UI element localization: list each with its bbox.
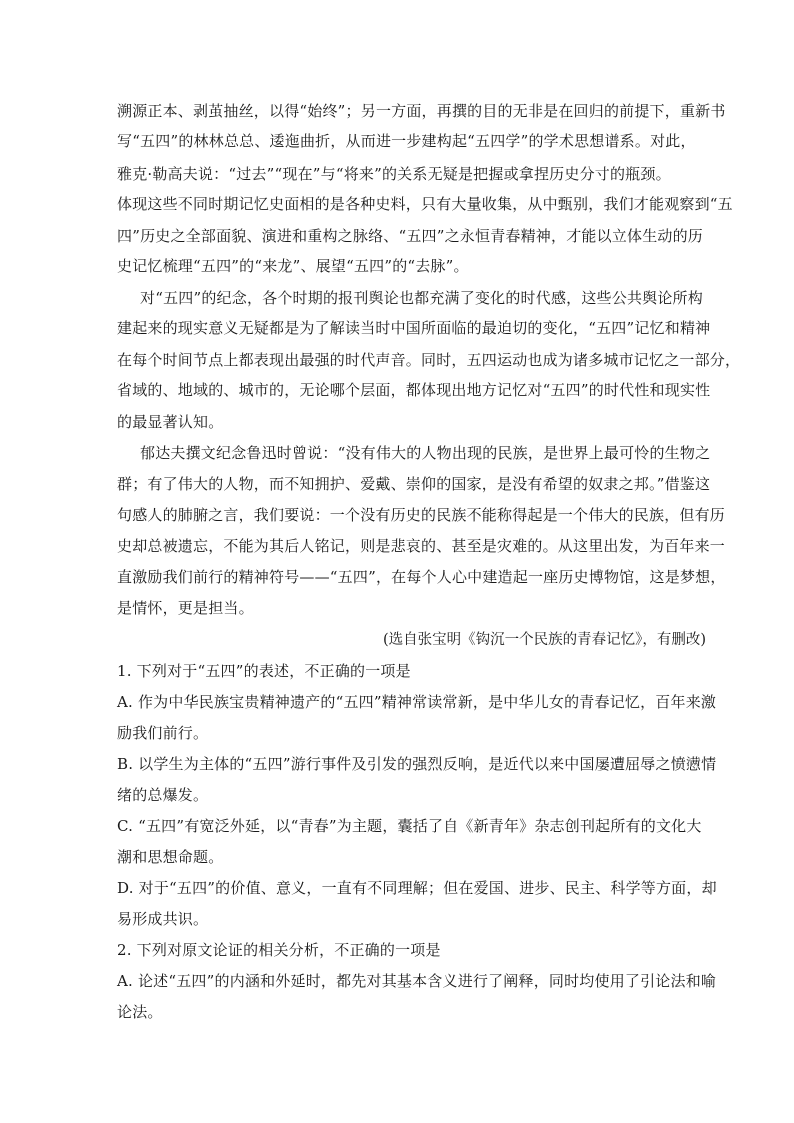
question-1-option-a-line-1: A. 作为中华民族宝贵精神遗产的“五四”精神常读常新，是中华儿女的青春记忆，百年来激	[117, 693, 717, 711]
passage-p1-line-4: 体现这些不同时期记忆史面相的是各种史料，只有大量收集，从中甄别，我们才能观察到“五	[117, 195, 733, 213]
passage-p3-line-2: 群；有了伟大的人物，而不知拥护、爱戴、崇仰的国家，是没有希望的奴隶之邦。”借鉴这	[117, 475, 711, 493]
question-2-option-a-line-1: A. 论述“五四”的内涵和外延时，都先对其基本含义进行了阐释，同时均使用了引论法和喻	[117, 972, 717, 990]
question-1-option-d-line-2: 易形成共识。	[117, 910, 209, 928]
passage-p2-line-2: 建起来的现实意义无疑都是为了解读当时中国所面临的最迫切的变化，“五四”记忆和精神	[117, 319, 711, 337]
question-2-stem: 2. 下列对原文论证的相关分析，不正确的一项是	[117, 941, 441, 959]
passage-p1-line-3: 雅克·勒高夫说：“过去”“现在”与“将来”的关系无疑是把握或拿捏历史分寸的瓶颈。	[117, 165, 671, 183]
passage-p3-line-3: 句感人的肺腑之言，我们要说：一个没有历史的民族不能称得起是一个伟大的民族，但有历	[117, 506, 726, 524]
question-1-option-c-line-2: 潮和思想命题。	[117, 848, 224, 866]
passage-p1-line-5: 四”历史之全部面貌、演进和重构之脉络、“五四”之永恒青春精神，才能以立体生动的历	[117, 227, 704, 245]
question-1-option-b-line-1: B. 以学生为主体的“五四”游行事件及引发的强烈反响，是近代以来中国屡遭屈辱之愤懑情	[117, 755, 717, 773]
passage-p1-line-1: 溯源正本、剥茧抽丝，以得“始终”；另一方面，再撰的目的无非是在回归的前提下，重新书	[117, 102, 726, 120]
question-1-option-d-line-1: D. 对于“五四”的价值、意义，一直有不同理解；但在爱国、进步、民主、科学等方面，却	[117, 879, 717, 897]
passage-p1-line-6: 史记忆梳理“五四”的“来龙”、展望“五四”的“去脉”。	[117, 257, 469, 275]
passage-p2-line-3: 在每个时间节点上都表现出最强的时代声音。同时，五四运动也成为诸多城市记忆之一部分，	[117, 351, 741, 369]
passage-p2-line-1: 对“五四”的纪念，各个时期的报刊舆论也都充满了变化的时代感，这些公共舆论所构	[140, 289, 703, 307]
passage-p3-line-4: 史却总被遗忘，不能为其后人铭记，则是悲哀的、甚至是灾难的。从这里出发，为百年来一	[117, 537, 726, 555]
passage-p1-line-2: 写“五四”的林林总总、逶迤曲折，从而进一步建构起“五四学”的学术思想谱系。对此，	[117, 132, 696, 150]
question-1-stem: 1. 下列对于“五四”的表述，不正确的一项是	[117, 662, 411, 680]
question-2-option-a-line-2: 论法。	[117, 1003, 163, 1021]
passage-p2-line-5: 的最显著认知。	[117, 413, 224, 431]
passage-p2-line-4: 省域的、地域的、城市的，无论哪个层面，都体现出地方记忆对“五四”的时代性和现实性	[117, 381, 711, 399]
passage-p3-line-6: 是情怀，更是担当。	[117, 599, 254, 617]
question-1-option-c-line-1: C. “五四”有宽泛外延，以“青春”为主题，囊括了自《新青年》杂志创刊起所有的文化大	[117, 817, 702, 835]
question-1-option-b-line-2: 绪的总爆发。	[117, 786, 209, 804]
question-1-option-a-line-2: 励我们前行。	[117, 724, 209, 742]
source-citation: (选自张宝明《钩沉一个民族的青春记忆》，有删改)	[382, 632, 706, 648]
passage-p3-line-1: 郁达夫撰文纪念鲁迅时曾说：“没有伟大的人物出现的民族，是世界上最可怜的生物之	[140, 444, 711, 462]
passage-p3-line-5: 直激励我们前行的精神符号——“五四”，在每个人心中建造起一座历史博物馆，这是梦想，	[117, 568, 726, 586]
